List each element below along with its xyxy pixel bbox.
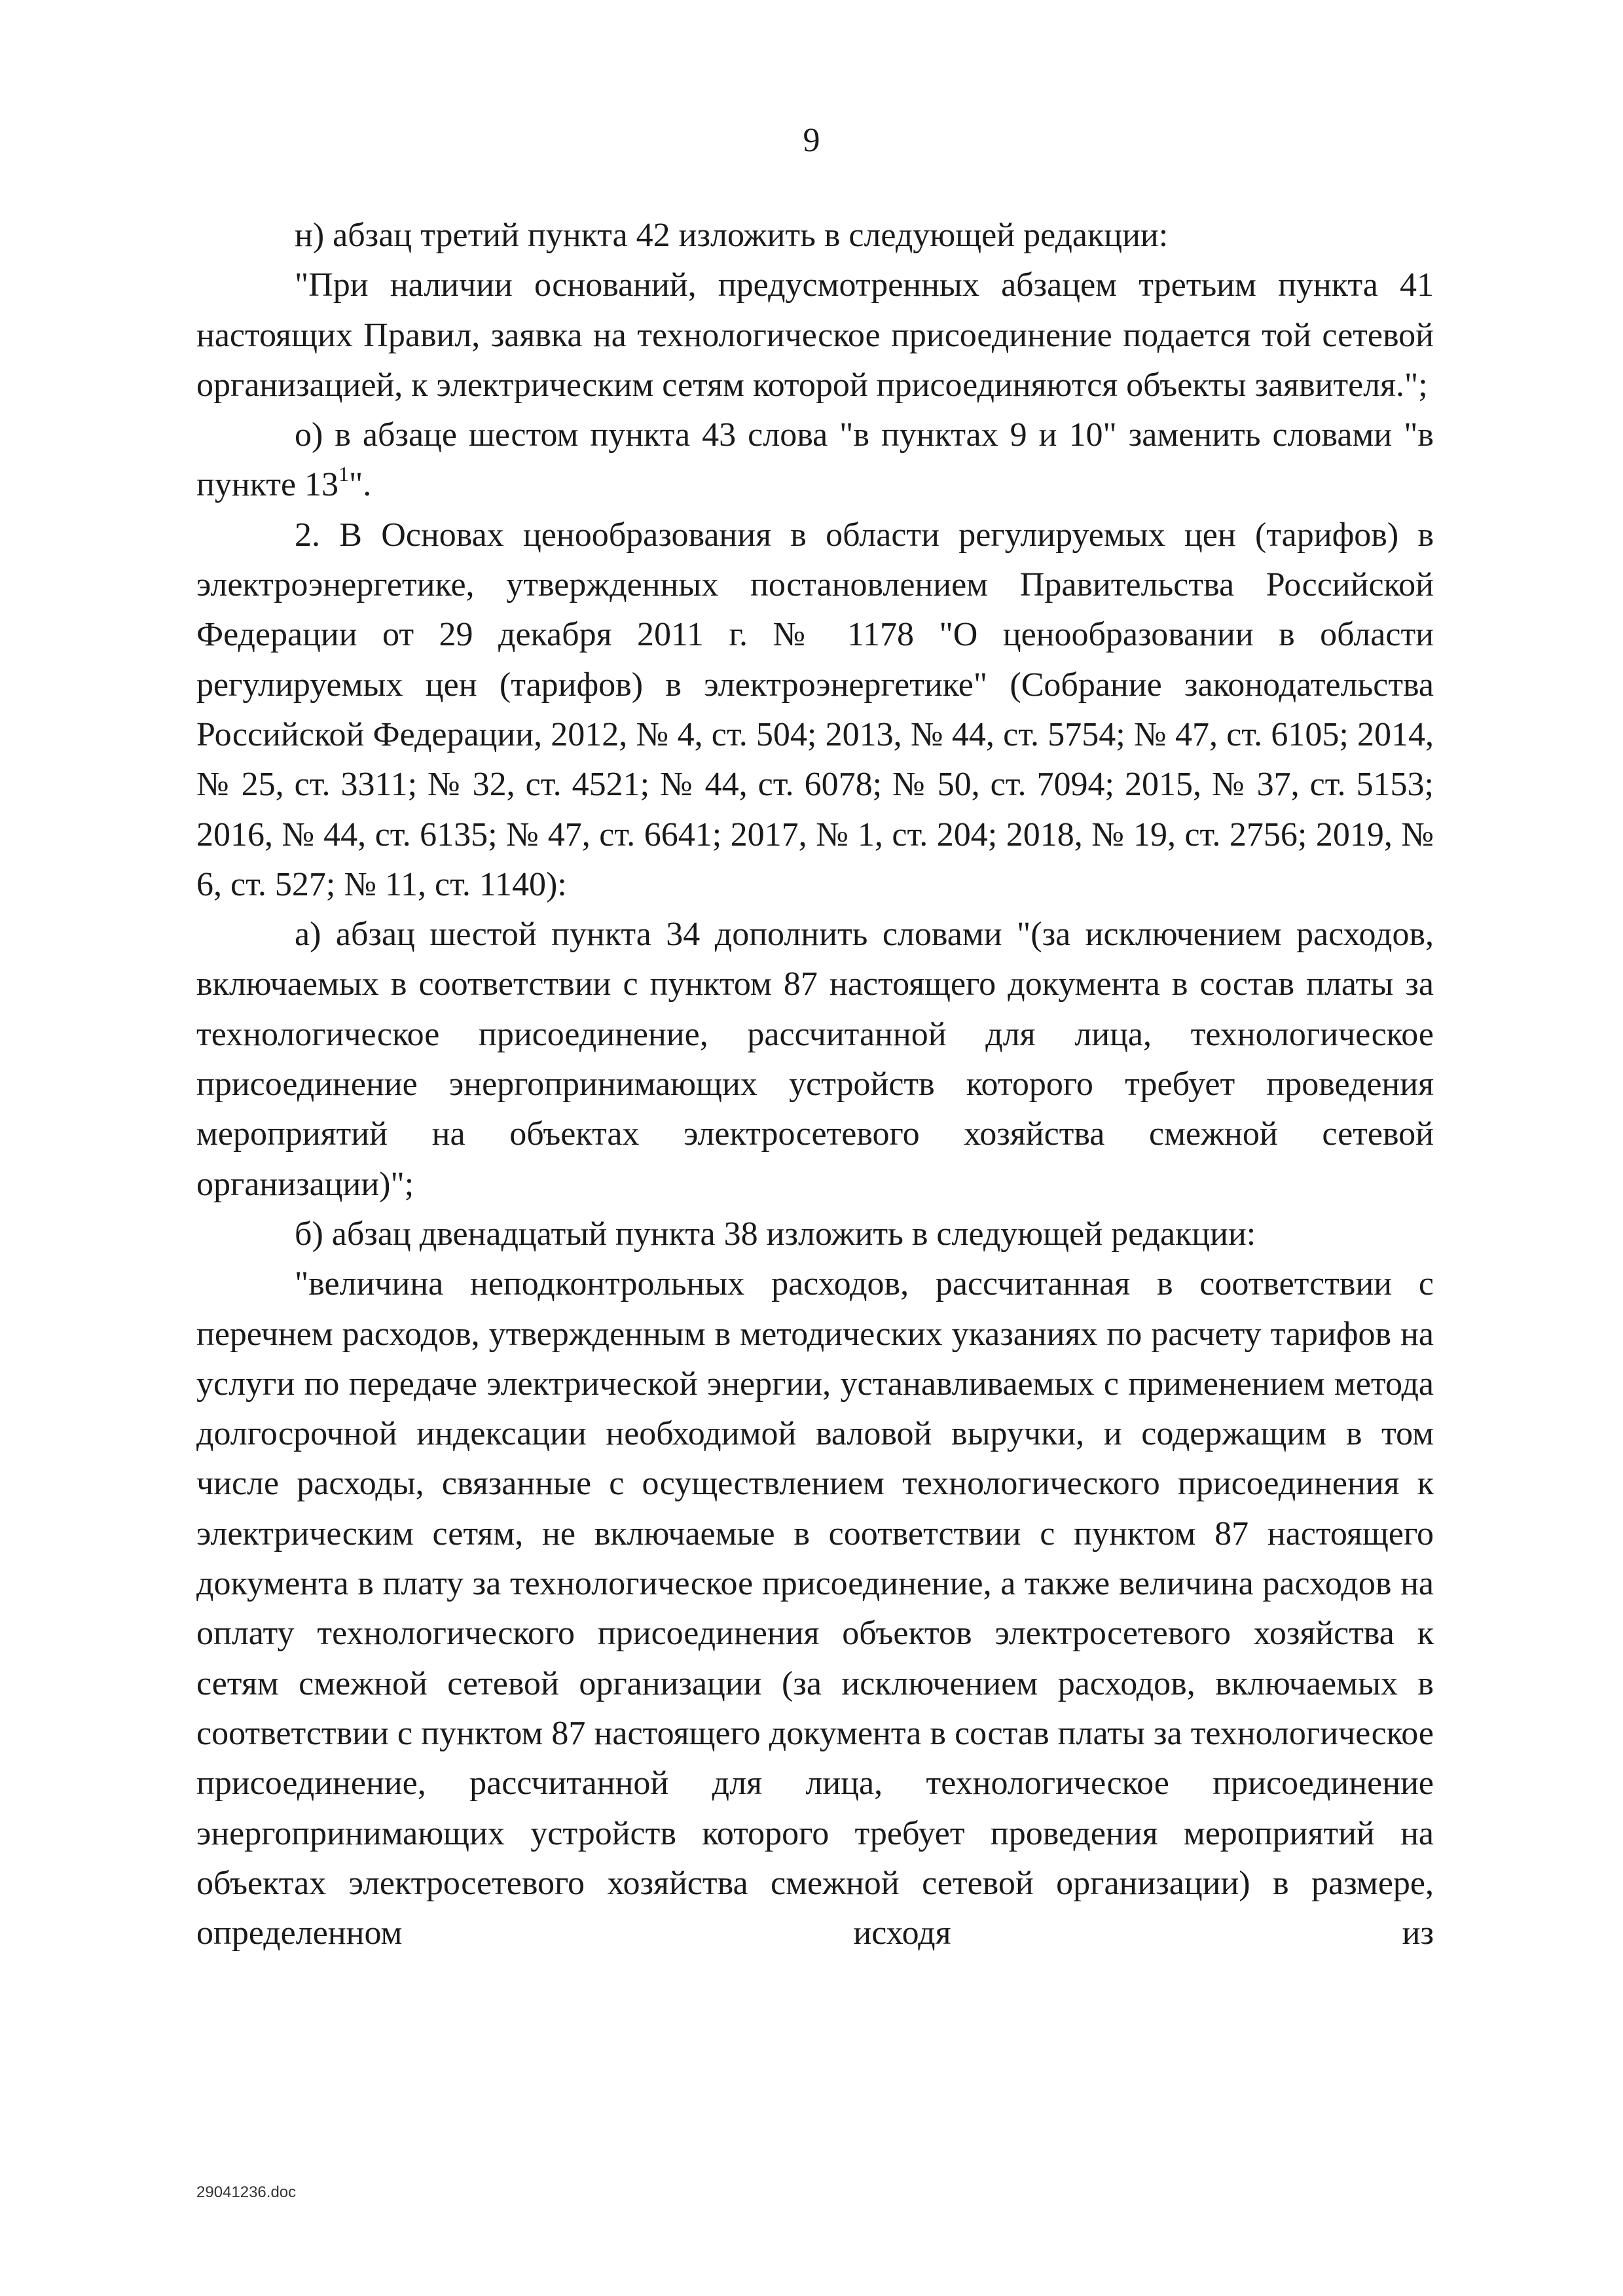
paragraph-quote-42: "При наличии оснований, предусмотренных абзацем третьим пункта 41 настоящих Правил, заявка на технологическое присоединение подается той сетевой организацией, к электрическим сетям которой присоединяются объекты заявителя.";	[196, 266, 1434, 404]
paragraph-2: 2. В Основах ценообразования в области регулируемых цен (тарифов) в электроэнергетике, утвержденных постановлением Правительства Российской Федерации от 29 декабря 2011 г. № 1178 "О ценообразовании в области регулируемых цен (тарифов) в электроэнергетике" (Собрание законодательства Российской Федерации, 2012, № 4, ст. 504; 2013, № 44, ст. 5754; № 47, ст. 6105; 2014, № 25, ст. 3311; № 32, ст. 4521; № 44, ст. 6078; № 50, ст. 7094; 2015, № 37, ст. 5153; 2016, № 44, ст. 6135; № 47, ст. 6641; 2017, № 1, ст. 204; 2018, № 19, ст. 2756; 2019, № 6, ст. 527; № 11, ст. 1140):	[196, 516, 1434, 903]
document-body	[196, 211, 1434, 1958]
paragraph-quote-38: "величина неподконтрольных расходов, рассчитанная в соответствии с перечнем расходов, утвержденным в методических указаниях по расчету тарифов на услуги по передаче электрической энергии, устанавливаемых с применением метода долгосрочной индексации необходимой валовой выручки, и содержащим в том числе расходы, связанные с осуществлением технологического присоединения к электрическим сетям, не включаемые в соответствии с пунктом 87 настоящего документа в плату за технологическое присоединение, а также величина расходов на оплату технологического присоединения объектов электросетевого хозяйства к сетям смежной сетевой организации (за исключением расходов, включаемых в соответствии с пунктом 87 настоящего документа в состав платы за технологическое присоединение, рассчитанной для лица, технологическое присоединение энергопринимающих устройств которого требует проведения мероприятий на объектах электросетевого хозяйства смежной сетевой организации) в размере, определенном исходя из	[196, 1265, 1434, 1952]
paragraph-o-tail: ".	[349, 466, 372, 504]
paragraph-n: н) абзац третий пункта 42 изложить в следующей редакции:	[295, 217, 1169, 254]
page-number: 9	[803, 122, 820, 159]
paragraph-a: а) абзац шестой пункта 34 дополнить словами "(за исключением расходов, включаемых в соответствии с пунктом 87 настоящего документа в состав платы за технологическое присоединение, рассчитанной для лица, технологическое присоединение энергопринимающих устройств которого требует проведения мероприятий на объектах электросетевого хозяйства смежной сетевой организации)";	[196, 916, 1434, 1203]
paragraph-b: б) абзац двенадцатый пункта 38 изложить в следующей редакции:	[295, 1215, 1256, 1253]
paragraph-o	[196, 410, 1434, 511]
paragraph-o-superscript: 1	[338, 462, 350, 486]
paragraph-o-text: о) в абзаце шестом пункта 43 слова "в пунктах 9 и 10" заменить словами "в пункте 13	[196, 416, 1434, 504]
document-file-code: 29041236.doc	[196, 2183, 297, 2201]
